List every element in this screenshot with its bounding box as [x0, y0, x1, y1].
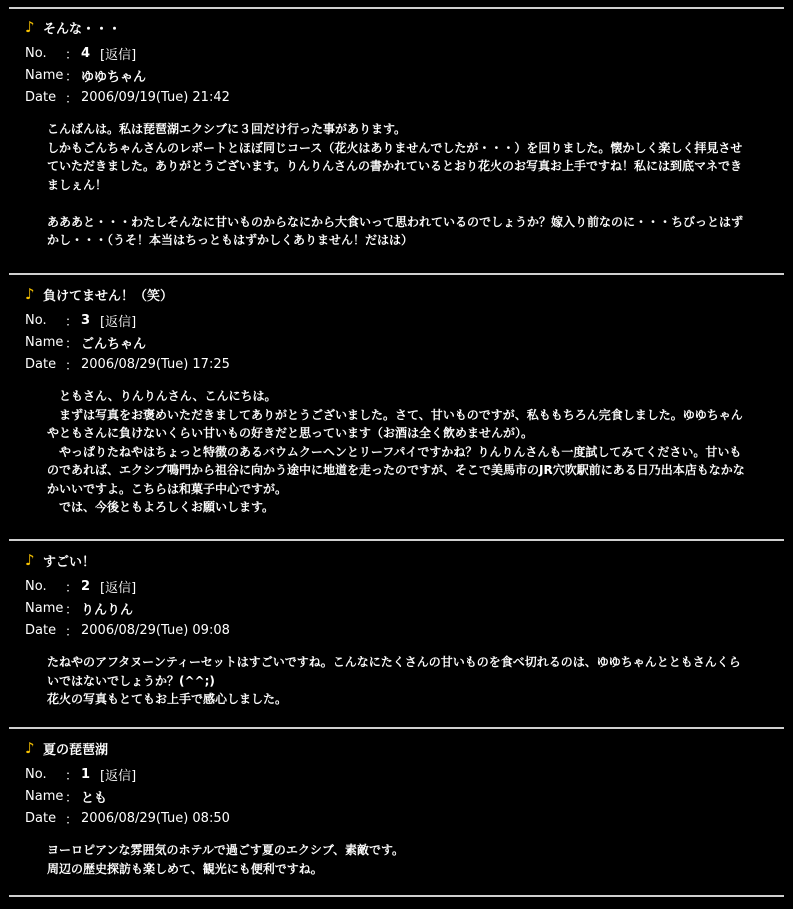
date-label: Date — [25, 356, 57, 372]
post-date: 2006/08/29(Tue) 08:50 — [81, 810, 230, 826]
colon: ： — [65, 624, 79, 640]
colon: ： — [65, 790, 79, 806]
post-number-row — [9, 763, 784, 785]
music-note-icon: ♪ — [25, 551, 35, 569]
post-date-row — [9, 86, 784, 108]
colon: ： — [65, 580, 79, 596]
post-number: 3 — [81, 312, 91, 328]
post-body: ヨーロピアンな雰囲気のホテルで過ごす夏のエクシブ、素敵です。 周辺の歴史探訪も楽しめて、観光にも便利ですね。 — [47, 843, 405, 876]
post-name-row — [9, 597, 784, 619]
post-name-row — [9, 64, 784, 86]
post-number: 2 — [81, 578, 91, 594]
post-date-row — [9, 353, 784, 375]
post-body: たねやのアフタヌーンティーセットはすごいですね。こんなにたくさんの甘いものを食べ切れるのは、ゆゆちゃんとともさんくらいではないでしょうか？(^^;) 花火の写真もとてもお上手で感心しました。 — [47, 655, 741, 706]
colon: ： — [65, 314, 79, 330]
post-no-1 — [9, 729, 784, 895]
colon: ： — [65, 602, 79, 618]
number-label: No. — [25, 578, 47, 594]
reply-link[interactable]: [返信] — [100, 47, 137, 63]
author-name: とも — [81, 790, 108, 806]
name-label: Name — [25, 600, 64, 616]
number-label: No. — [25, 766, 47, 782]
colon: ： — [65, 47, 79, 63]
date-label: Date — [25, 89, 57, 105]
number-label: No. — [25, 312, 47, 328]
author-name: ごんちゃん — [81, 336, 147, 352]
colon: ： — [65, 358, 79, 374]
colon: ： — [65, 91, 79, 107]
number-label: No. — [25, 45, 47, 61]
post-no-3 — [9, 275, 784, 539]
post-name-row — [9, 331, 784, 353]
colon: ： — [65, 69, 79, 85]
post-date: 2006/09/19(Tue) 21:42 — [81, 89, 230, 105]
reply-link[interactable]: [返信] — [100, 768, 137, 784]
name-label: Name — [25, 788, 64, 804]
post-board — [9, 7, 784, 897]
post-name-row — [9, 785, 784, 807]
post-title-row — [9, 9, 784, 42]
post-title: すごい！ — [43, 554, 96, 570]
date-label: Date — [25, 622, 57, 638]
post-title: そんな・・・ — [43, 21, 122, 37]
post-title: 夏の琵琶湖 — [43, 742, 109, 758]
post-number-row — [9, 575, 784, 597]
divider — [9, 895, 784, 897]
post-body: ともさん、りんりんさん、こんにちは。 まずは写真をお褒めいただきましてありがとうございました。さて、甘いものですが、私ももちろん完食しました。ゆゆちゃんやともさんに負けないくらい甘いもの好きだと思っています（お酒は全く飲めませんが）。 やっぱりたねやはちょっと特徴のあるバウムクーヘンとリーフパイですかね？りんりんさんも一度試してみてください。甘いものであれば、エクシブ鳴門から祖谷に向かう途中に地道を走ったのですが、そこで美馬市のJR穴吹駅前にある日乃出本店もなかなかいいですよ。こちらは和菓子中心ですが。 では、今後ともよろしくお願いします。 — [47, 389, 745, 514]
colon: ： — [65, 768, 79, 784]
post-title-row — [9, 541, 784, 575]
name-label: Name — [25, 334, 64, 350]
post-number: 1 — [81, 766, 91, 782]
music-note-icon: ♪ — [25, 18, 35, 36]
date-label: Date — [25, 810, 57, 826]
post-body: こんばんは。私は琵琶湖エクシブに３回だけ行った事があります。 しかもごんちゃんさんのレポートとほぼ同じコース（花火はありませんでしたが・・・）を回りました。懐かしく楽しく拝見させていただきました。ありがとうございます。りんりんさんの書かれているとおり花火のお写真お上手ですね！私には到底マネできましぇん！ あああと・・・わたしそんなに甘いものからなにから大食いって思われているのでしょうか？嫁入り前なのに・・・ちびっとはずかし・・・（うそ！本当はちっともはずかしくありません！だはは） — [47, 122, 744, 247]
music-note-icon: ♪ — [25, 285, 35, 303]
post-number-row — [9, 42, 784, 64]
colon: ： — [65, 812, 79, 828]
name-label: Name — [25, 67, 64, 83]
post-number-row — [9, 309, 784, 331]
post-date-row — [9, 619, 784, 641]
music-note-icon: ♪ — [25, 739, 35, 757]
reply-link[interactable]: [返信] — [100, 314, 137, 330]
colon: ： — [65, 336, 79, 352]
post-date: 2006/08/29(Tue) 17:25 — [81, 356, 230, 372]
post-title-row — [9, 275, 784, 309]
post-date-row — [9, 807, 784, 829]
author-name: ゆゆちゃん — [81, 69, 147, 85]
reply-link[interactable]: [返信] — [100, 580, 137, 596]
post-date: 2006/08/29(Tue) 09:08 — [81, 622, 230, 638]
post-no-2 — [9, 541, 784, 727]
post-no-4 — [9, 9, 784, 273]
post-number: 4 — [81, 45, 91, 61]
post-title: 負けてません！（笑） — [43, 288, 174, 304]
post-title-row — [9, 729, 784, 763]
author-name: りんりん — [81, 602, 134, 618]
